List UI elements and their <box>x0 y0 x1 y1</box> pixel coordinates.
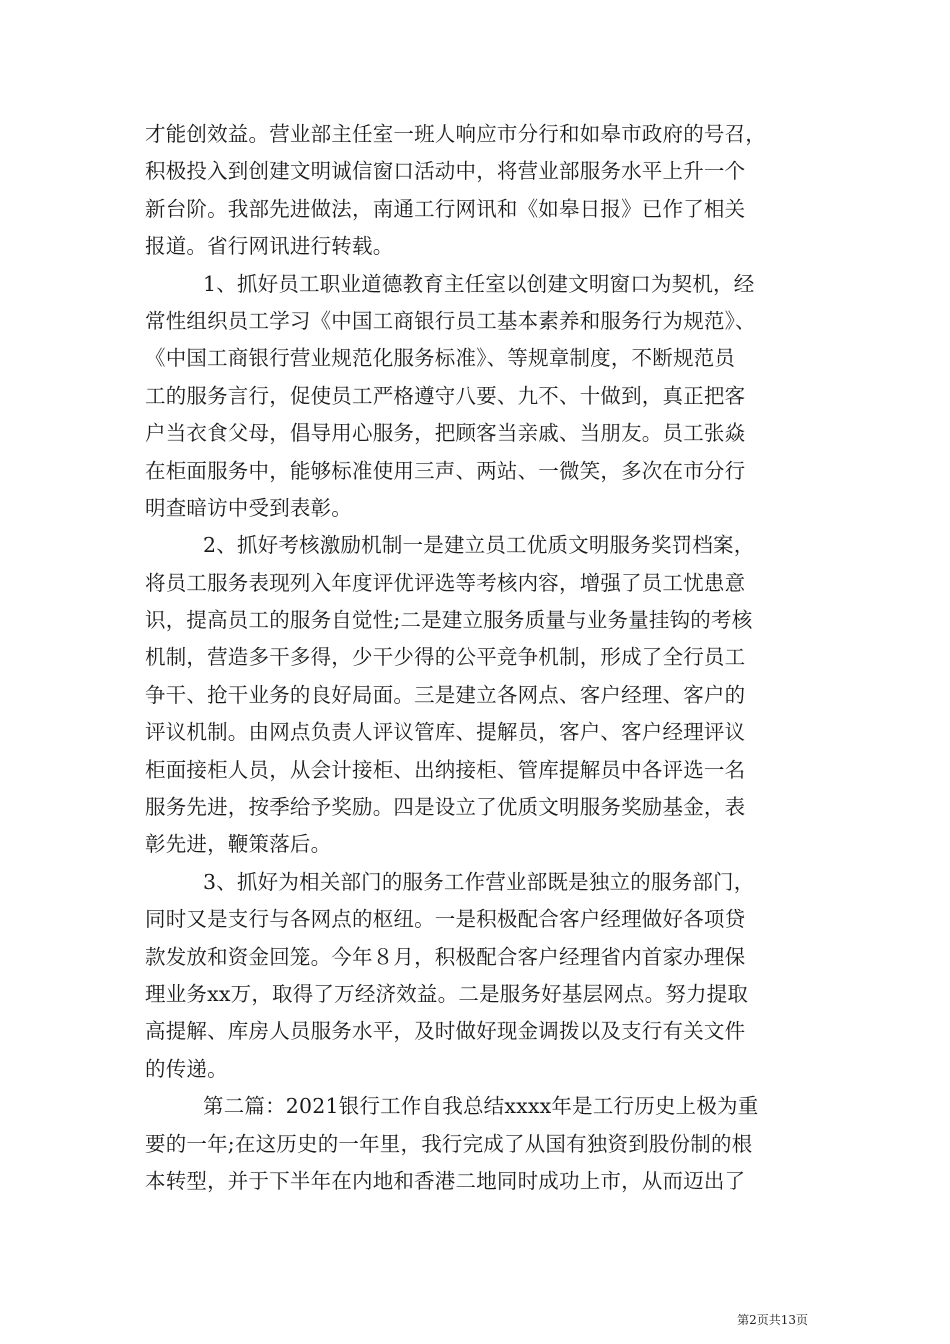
text-line: 服务先进，按季给予奖励。四是设立了优质文明服务奖励基金，表 <box>145 795 746 820</box>
text-line: 工的服务言行，促使员工严格遵守八要、九不、十做到，真正把客 <box>145 383 746 408</box>
text-line: 报道。省行网讯进行转载。 <box>145 234 394 259</box>
page-number: 第2页共13页 <box>737 1313 808 1327</box>
text-line: 将员工服务表现列入年度评优评选等考核内容，增强了员工忧患意 <box>145 570 746 595</box>
text-line: 争干、抢干业务的良好局面。三是建立各网点、客户经理、客户的 <box>145 682 746 707</box>
text-line: 要的一年;在这历史的一年里，我行完成了从国有独资到股份制的根 <box>145 1131 753 1156</box>
text-line: 明查暗访中受到表彰。 <box>145 495 352 520</box>
text-line: 《中国工商银行营业规范化服务标准》、等规章制度，不断规范员 <box>145 346 736 371</box>
paragraph-start-line: 2、抓好考核激励机制一是建立员工优质文明服务奖罚档案， <box>203 533 755 558</box>
text-line: 同时又是支行与各网点的枢纽。一是积极配合客户经理做好各项贷 <box>145 907 746 932</box>
text-line: 柜面接柜人员，从会计接柜、出纳接柜、管库提解员中各评选一名 <box>145 757 746 782</box>
paragraph-start-line: 第二篇：2021银行工作自我总结xxxx年是工行历史上极为重 <box>203 1094 759 1119</box>
text-line: 高提解、库房人员服务水平，及时做好现金调拨以及支行有关文件 <box>145 1019 746 1044</box>
text-line: 新台阶。我部先进做法，南通工行网讯和《如皋日报》已作了相关 <box>145 196 746 221</box>
text-line: 款发放和资金回笼。今年８月，积极配合客户经理省内首家办理保 <box>145 944 746 969</box>
text-line: 才能创效益。营业部主任室一班人响应市分行和如皋市政府的号召， <box>145 122 766 146</box>
text-line: 户当衣食父母，倡导用心服务，把顾客当亲戚、当朋友。员工张焱 <box>145 421 746 446</box>
paragraph-start-line: 1、抓好员工职业道德教育主任室以创建文明窗口为契机，经 <box>203 271 755 296</box>
text-line: 机制，营造多干多得，少干少得的公平竞争机制，形成了全行员工 <box>145 645 746 670</box>
text-line: 的传递。 <box>145 1056 228 1081</box>
body-text <box>145 116 809 1200</box>
text-line: 识，提高员工的服务自觉性;二是建立服务质量与业务量挂钩的考核 <box>145 608 753 633</box>
text-line: 积极投入到创建文明诚信窗口活动中，将营业部服务水平上升一个 <box>145 159 746 184</box>
text-line: 常性组织员工学习《中国工商银行员工基本素养和服务行为规范》、 <box>145 308 756 333</box>
text-line: 理业务xx万，取得了万经济效益。二是服务好基层网点。努力提取 <box>145 981 749 1006</box>
text-line: 评议机制。由网点负责人评议管库、提解员，客户、客户经理评议 <box>145 720 746 745</box>
text-line: 本转型，并于下半年在内地和香港二地同时成功上市，从而迈出了 <box>145 1168 746 1193</box>
text-line: 在柜面服务中，能够标准使用三声、两站、一微笑，多次在市分行 <box>145 458 746 483</box>
text-line: 彰先进，鞭策落后。 <box>145 832 332 857</box>
paragraph-start-line: 3、抓好为相关部门的服务工作营业部既是独立的服务部门， <box>203 869 755 894</box>
